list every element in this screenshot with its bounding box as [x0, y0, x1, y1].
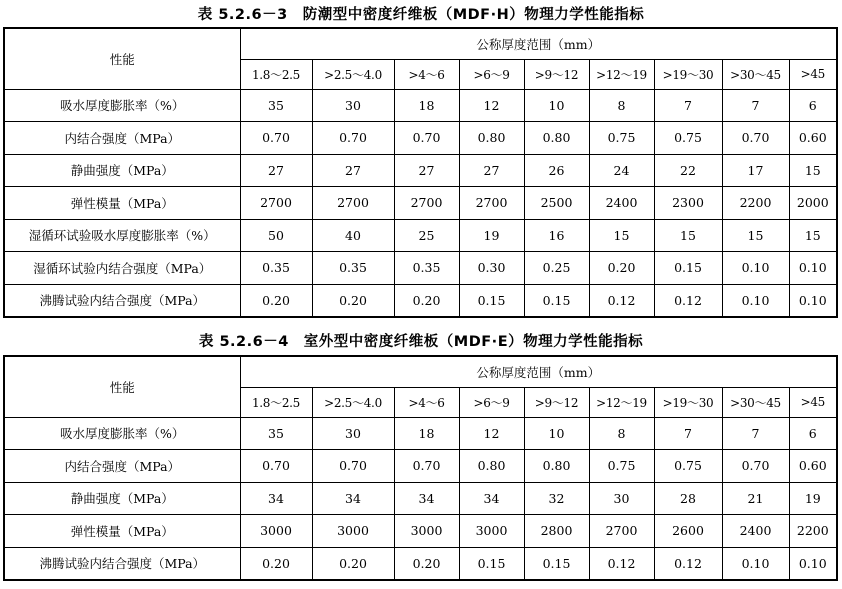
- value-cell: 7: [654, 89, 722, 122]
- property-label: 沸腾试验内结合强度（MPa）: [4, 547, 240, 580]
- table-row: [4, 515, 837, 548]
- thickness-range-cell: >9～12: [524, 387, 589, 417]
- value-cell: 0.12: [589, 547, 654, 580]
- value-cell: 30: [312, 417, 394, 450]
- value-cell: 24: [589, 154, 654, 187]
- value-cell: 2000: [789, 187, 837, 220]
- value-cell: 0.70: [722, 450, 789, 483]
- property-header: 性能: [4, 356, 240, 417]
- value-cell: 15: [589, 219, 654, 252]
- value-cell: 15: [654, 219, 722, 252]
- thickness-range-cell: >19～30: [654, 59, 722, 89]
- value-cell: 2700: [589, 515, 654, 548]
- table-row: [4, 187, 837, 220]
- thickness-range-cell: 1.8～2.5: [240, 387, 312, 417]
- value-cell: 2300: [654, 187, 722, 220]
- value-cell: 0.70: [312, 450, 394, 483]
- table-row: [4, 450, 837, 483]
- value-cell: 0.60: [789, 122, 837, 155]
- thickness-range-cell: 1.8～2.5: [240, 59, 312, 89]
- value-cell: 0.10: [789, 284, 837, 317]
- value-cell: 0.20: [312, 547, 394, 580]
- value-cell: 50: [240, 219, 312, 252]
- value-cell: 3000: [240, 515, 312, 548]
- value-cell: 2800: [524, 515, 589, 548]
- value-cell: 0.75: [589, 450, 654, 483]
- value-cell: 7: [654, 417, 722, 450]
- value-cell: 0.35: [394, 252, 459, 285]
- value-cell: 2700: [240, 187, 312, 220]
- thickness-range-cell: >12～19: [589, 387, 654, 417]
- value-cell: 2400: [589, 187, 654, 220]
- value-cell: 0.20: [240, 284, 312, 317]
- thickness-range-cell: >4～6: [394, 59, 459, 89]
- value-cell: 0.80: [459, 122, 524, 155]
- value-cell: 2200: [722, 187, 789, 220]
- value-cell: 0.75: [589, 122, 654, 155]
- table-5-2-6-3: [3, 27, 838, 318]
- value-cell: 0.15: [459, 284, 524, 317]
- thickness-range-cell: >2.5～4.0: [312, 387, 394, 417]
- value-cell: 12: [459, 89, 524, 122]
- header-row: [4, 356, 837, 387]
- value-cell: 6: [789, 89, 837, 122]
- value-cell: 2400: [722, 515, 789, 548]
- value-cell: 0.35: [240, 252, 312, 285]
- value-cell: 27: [312, 154, 394, 187]
- table-row: [4, 154, 837, 187]
- thickness-range-cell: >19～30: [654, 387, 722, 417]
- value-cell: 0.20: [394, 284, 459, 317]
- property-label: 湿循环试验内结合强度（MPa）: [4, 252, 240, 285]
- property-label: 吸水厚度膨胀率（%）: [4, 417, 240, 450]
- value-cell: 0.60: [789, 450, 837, 483]
- property-label: 静曲强度（MPa）: [4, 154, 240, 187]
- table-row: [4, 252, 837, 285]
- header-row: [4, 28, 837, 59]
- value-cell: 0.10: [722, 547, 789, 580]
- value-cell: 19: [789, 482, 837, 515]
- table-row: [4, 89, 837, 122]
- value-cell: 0.70: [240, 122, 312, 155]
- table-5-2-6-4: [3, 355, 838, 581]
- value-cell: 0.10: [789, 547, 837, 580]
- value-cell: 0.10: [722, 284, 789, 317]
- value-cell: 0.12: [654, 284, 722, 317]
- value-cell: 2600: [654, 515, 722, 548]
- value-cell: 10: [524, 89, 589, 122]
- value-cell: 18: [394, 417, 459, 450]
- value-cell: 34: [240, 482, 312, 515]
- thickness-range-cell: >2.5～4.0: [312, 59, 394, 89]
- value-cell: 0.20: [312, 284, 394, 317]
- value-cell: 0.12: [589, 284, 654, 317]
- value-cell: 0.15: [654, 252, 722, 285]
- value-cell: 0.15: [524, 284, 589, 317]
- value-cell: 17: [722, 154, 789, 187]
- value-cell: 2200: [789, 515, 837, 548]
- property-label: 弹性模量（MPa）: [4, 515, 240, 548]
- table-row: [4, 482, 837, 515]
- value-cell: 2700: [394, 187, 459, 220]
- thickness-range-header: 公称厚度范围（mm）: [240, 28, 837, 59]
- thickness-range-cell: >12～19: [589, 59, 654, 89]
- value-cell: 35: [240, 89, 312, 122]
- thickness-range-cell: >4～6: [394, 387, 459, 417]
- thickness-range-cell: >45: [789, 59, 837, 89]
- value-cell: 7: [722, 89, 789, 122]
- value-cell: 0.20: [240, 547, 312, 580]
- value-cell: 30: [312, 89, 394, 122]
- value-cell: 2700: [459, 187, 524, 220]
- value-cell: 6: [789, 417, 837, 450]
- value-cell: 12: [459, 417, 524, 450]
- value-cell: 34: [394, 482, 459, 515]
- value-cell: 27: [240, 154, 312, 187]
- value-cell: 19: [459, 219, 524, 252]
- value-cell: 8: [589, 89, 654, 122]
- value-cell: 0.15: [524, 547, 589, 580]
- value-cell: 34: [459, 482, 524, 515]
- thickness-range-header: 公称厚度范围（mm）: [240, 356, 837, 387]
- thickness-range-cell: >6～9: [459, 59, 524, 89]
- value-cell: 8: [589, 417, 654, 450]
- value-cell: 27: [394, 154, 459, 187]
- value-cell: 0.20: [589, 252, 654, 285]
- value-cell: 2700: [312, 187, 394, 220]
- value-cell: 30: [589, 482, 654, 515]
- value-cell: 0.15: [459, 547, 524, 580]
- value-cell: 0.80: [524, 122, 589, 155]
- value-cell: 18: [394, 89, 459, 122]
- value-cell: 0.70: [240, 450, 312, 483]
- value-cell: 21: [722, 482, 789, 515]
- table-row: [4, 219, 837, 252]
- value-cell: 35: [240, 417, 312, 450]
- value-cell: 3000: [459, 515, 524, 548]
- thickness-range-cell: >30～45: [722, 59, 789, 89]
- table-row: [4, 417, 837, 450]
- value-cell: 0.75: [654, 450, 722, 483]
- value-cell: 34: [312, 482, 394, 515]
- table-5-2-6-3-caption: 表 5.2.6－3 防潮型中密度纤维板（MDF·H）物理力学性能指标: [197, 7, 645, 23]
- property-header: 性能: [4, 28, 240, 89]
- value-cell: 15: [789, 219, 837, 252]
- value-cell: 40: [312, 219, 394, 252]
- value-cell: 0.10: [722, 252, 789, 285]
- value-cell: 27: [459, 154, 524, 187]
- property-label: 内结合强度（MPa）: [4, 122, 240, 155]
- table-row: [4, 547, 837, 580]
- value-cell: 7: [722, 417, 789, 450]
- property-label: 弹性模量（MPa）: [4, 187, 240, 220]
- value-cell: 16: [524, 219, 589, 252]
- value-cell: 0.70: [394, 450, 459, 483]
- value-cell: 15: [722, 219, 789, 252]
- value-cell: 22: [654, 154, 722, 187]
- value-cell: 3000: [394, 515, 459, 548]
- value-cell: 26: [524, 154, 589, 187]
- value-cell: 0.20: [394, 547, 459, 580]
- thickness-range-cell: >9～12: [524, 59, 589, 89]
- thickness-range-cell: >45: [789, 387, 837, 417]
- value-cell: 0.35: [312, 252, 394, 285]
- property-label: 静曲强度（MPa）: [4, 482, 240, 515]
- thickness-range-cell: >30～45: [722, 387, 789, 417]
- value-cell: 0.12: [654, 547, 722, 580]
- value-cell: 0.70: [394, 122, 459, 155]
- value-cell: 3000: [312, 515, 394, 548]
- thickness-range-cell: >6～9: [459, 387, 524, 417]
- value-cell: 10: [524, 417, 589, 450]
- value-cell: 0.80: [459, 450, 524, 483]
- value-cell: 0.10: [789, 252, 837, 285]
- value-cell: 0.25: [524, 252, 589, 285]
- value-cell: 28: [654, 482, 722, 515]
- value-cell: 0.30: [459, 252, 524, 285]
- value-cell: 0.80: [524, 450, 589, 483]
- value-cell: 15: [789, 154, 837, 187]
- property-label: 内结合强度（MPa）: [4, 450, 240, 483]
- value-cell: 0.70: [312, 122, 394, 155]
- table-row: [4, 122, 837, 155]
- value-cell: 32: [524, 482, 589, 515]
- value-cell: 0.70: [722, 122, 789, 155]
- value-cell: 25: [394, 219, 459, 252]
- value-cell: 0.75: [654, 122, 722, 155]
- table-row: [4, 284, 837, 317]
- property-label: 湿循环试验吸水厚度膨胀率（%）: [4, 219, 240, 252]
- table-5-2-6-4-caption: 表 5.2.6－4 室外型中密度纤维板（MDF·E）物理力学性能指标: [198, 334, 644, 350]
- property-label: 沸腾试验内结合强度（MPa）: [4, 284, 240, 317]
- value-cell: 2500: [524, 187, 589, 220]
- property-label: 吸水厚度膨胀率（%）: [4, 89, 240, 122]
